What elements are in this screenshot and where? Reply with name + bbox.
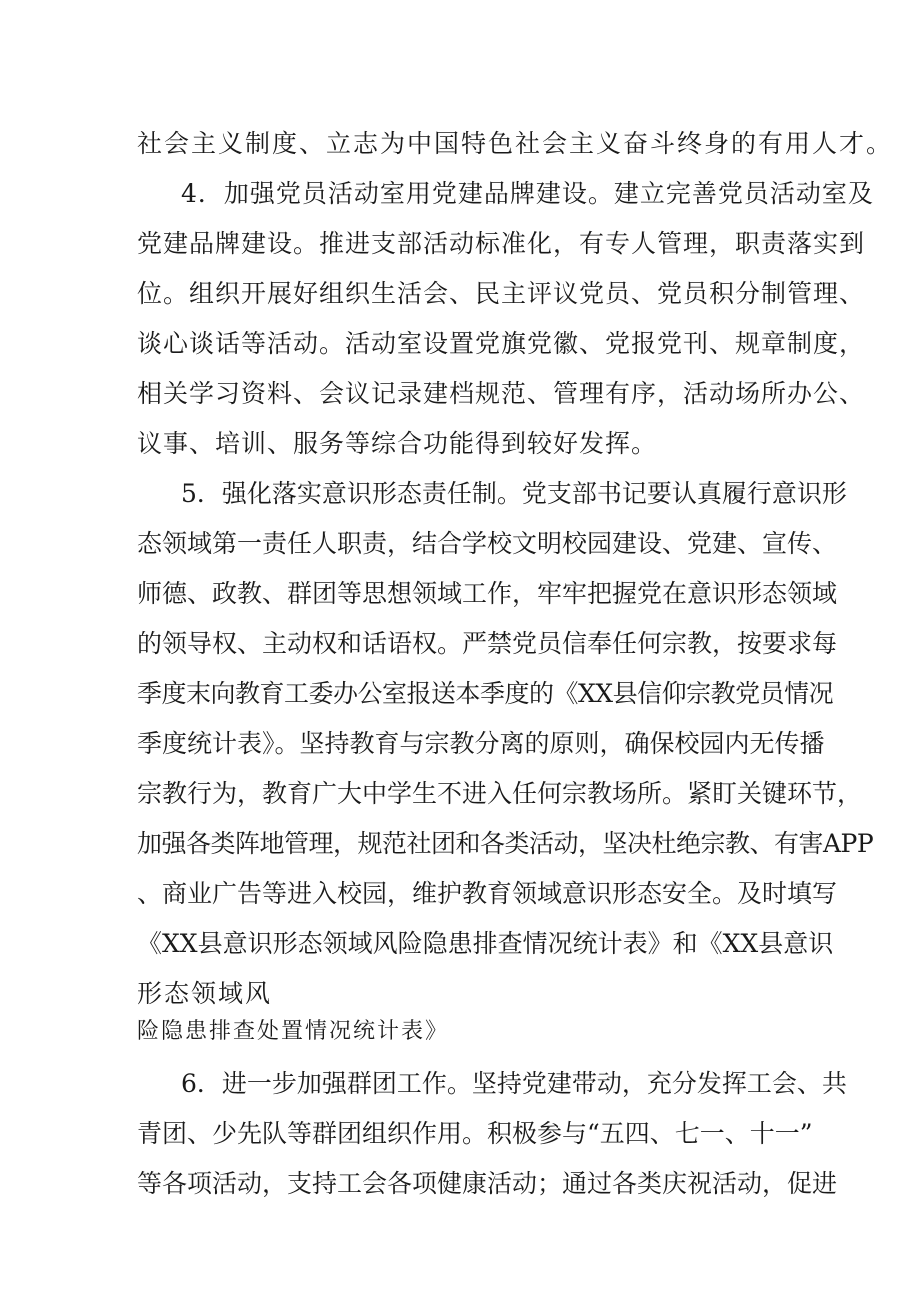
paragraph-5-line-6: 季度统计表》。坚持教育与宗教分离的原则，确保校园内无传播 [137,729,825,758]
paragraph-5-line-12: 险隐患排查处置情况统计表》 [137,1019,450,1044]
paragraph-6-line-2: 青团、少先队等群团组织作用。积极参与“五四、七一、十一” [137,1119,813,1148]
paragraph-5-line-8: 加强各类阵地管理，规范社团和各类活动，坚决杜绝宗教、有害APP [137,829,874,858]
paragraph-4-line-2: 党建品牌建设。推进支部活动标准化，有专人管理，职责落实到 [137,229,866,258]
paragraph-5-line-4: 的领导权、主动权和话语权。严禁党员信奉任何宗教，按要求每 [137,629,838,658]
paragraph-6-line-3: 等各项活动，支持工会各项健康活动；通过各类庆祝活动，促进 [137,1169,838,1198]
paragraph-6-line-1: 6．进一步加强群团工作。坚持党建带动，充分发挥工会、共 [181,1069,847,1098]
paragraph-5-line-10: 《XX县意识形态领域风险隐患排查情况统计表》和《XX县意识 [137,929,834,958]
paragraph-4-line-6: 议事、培训、服务等综合功能得到较好发挥。 [137,429,658,458]
text-line-1: 社会主义制度、立志为中国特色社会主义奋斗终身的有用人才。 [137,129,894,158]
paragraph-5-line-5: 季度末向教育工委办公室报送本季度的《XX县信仰宗教党员情况 [137,679,834,708]
paragraph-4-line-3: 位。组织开展好组织生活会、民主评议党员、党员积分制管理、 [137,279,866,308]
paragraph-4-line-1: 4．加强党员活动室用党建品牌建设。建立完善党员活动室及 [181,179,874,208]
paragraph-5-line-2: 态领域第一责任人职责，结合学校文明校园建设、党建、宣传、 [137,529,838,558]
paragraph-5-line-1: 5．强化落实意识形态责任制。党支部书记要认真履行意识形 [181,479,847,508]
paragraph-4-line-5: 相关学习资料、会议记录建档规范、管理有序，活动场所办公、 [137,379,866,408]
paragraph-5-line-3: 师德、政教、群团等思想领域工作，牢牢把握党在意识形态领域 [137,579,838,608]
paragraph-5-line-7: 宗教行为，教育广大中学生不进入任何宗教场所。紧盯关键环节， [137,779,863,808]
paragraph-5-line-11: 形态领域风 [137,979,273,1008]
paragraph-4-line-4: 谈心谈话等活动。活动室设置党旗党徽、党报党刊、规章制度， [137,329,866,358]
paragraph-5-line-9: 、商业广告等进入校园，维护教育领域意识形态安全。及时填写 [137,879,838,908]
